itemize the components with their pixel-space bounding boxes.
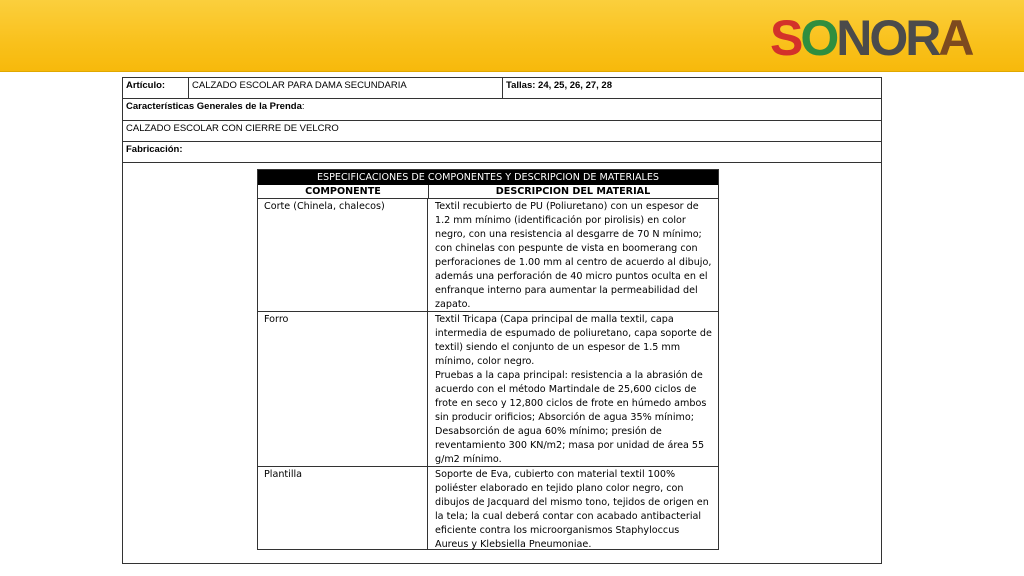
descripcion-cell bbox=[428, 199, 718, 311]
logo-letter-a: A bbox=[938, 10, 972, 66]
logo-letter-o: O bbox=[800, 10, 837, 66]
articulo-row bbox=[123, 78, 881, 99]
componente-cell: Plantilla bbox=[258, 467, 428, 549]
spec-title: ESPECIFICACIONES DE COMPONENTES Y DESCRIPCION DE MATERIALES bbox=[258, 170, 718, 185]
componente-cell: Corte (Chinela, chalecos) bbox=[258, 199, 428, 311]
articulo-label: Artículo: bbox=[123, 78, 189, 98]
table-row bbox=[258, 199, 718, 312]
col-descripcion: DESCRIPCION DEL MATERIAL bbox=[495, 186, 651, 197]
logo-letter-o2: O bbox=[869, 10, 906, 66]
descripcion-cell bbox=[428, 312, 718, 466]
col-componente: COMPONENTE bbox=[258, 185, 429, 198]
table-row bbox=[258, 312, 718, 467]
sonora-logo bbox=[770, 12, 972, 64]
articulo-value: CALZADO ESCOLAR PARA DAMA SECUNDARIA bbox=[189, 78, 503, 98]
descripcion-text: Textil Tricapa (Capa principal de malla textil, capa intermedia de espumado de poliuretano, capa soporte de textil) siendo el conjunto de un espesor de 1.5 mm mínimo, color negro. bbox=[435, 314, 712, 367]
logo-letter-r: R bbox=[905, 10, 939, 66]
fabricacion-row bbox=[123, 142, 881, 163]
componente-cell: Forro bbox=[258, 312, 428, 466]
spec-table bbox=[257, 169, 719, 550]
caracteristicas-value: CALZADO ESCOLAR CON CIERRE DE VELCRO bbox=[126, 123, 339, 134]
tallas: Tallas: 24, 25, 26, 27, 28 bbox=[506, 80, 612, 91]
caracteristicas-label-cell bbox=[123, 99, 881, 120]
table-row bbox=[258, 467, 718, 549]
descripcion-text: Pruebas a la capa principal: resistencia a la abrasión de acuerdo con el método Martindale de 25,600 ciclos de frote en seco y 12,800 ciclos de frote en húmedo ambos sin producir orificios; Absorción de agua 35% mínimo; Desabsorción de agua 60% mínimo; presión de reventamiento 300 KN/m2; masa por unidad de área 55 g/m2 mínimo. bbox=[435, 370, 707, 465]
spec-header-row bbox=[258, 185, 718, 199]
caracteristicas-row bbox=[123, 99, 881, 121]
caracteristicas-colon: : bbox=[301, 101, 305, 112]
logo-letter-s: S bbox=[770, 10, 801, 66]
descripcion-text: Textil recubierto de PU (Poliuretano) con un espesor de 1.2 mm mínimo (identificación por pirolisis) en color negro, con una resistencia al desgarre de 70 N mínimo; con chinelas con pespunte de vista en boomerang con perforaciones de 1.00 mm al centro de acuerdo al dibujo, además una perforación de 40 micro puntos oculta en el enfranque interno para aumentar la permeabilidad del zapato. bbox=[435, 201, 712, 310]
caracteristicas-value-row bbox=[123, 121, 881, 142]
fabricacion-label: Fabricación: bbox=[126, 144, 183, 155]
logo-letter-n: N bbox=[836, 10, 870, 66]
descripcion-cell bbox=[428, 467, 718, 549]
descripcion-text: Soporte de Eva, cubierto con material textil 100% poliéster elaborado en tejido plano color negro, con dibujos de Jacquard del mismo tono, tejidos de origen en la tela; la cual deberá contar con acabado antibacterial eficiente contra los microorganismos Staphyloccus Aureus y Klebsiella Pneumoniae. bbox=[435, 469, 709, 550]
caracteristicas-label: Características Generales de la Prenda bbox=[126, 101, 302, 112]
